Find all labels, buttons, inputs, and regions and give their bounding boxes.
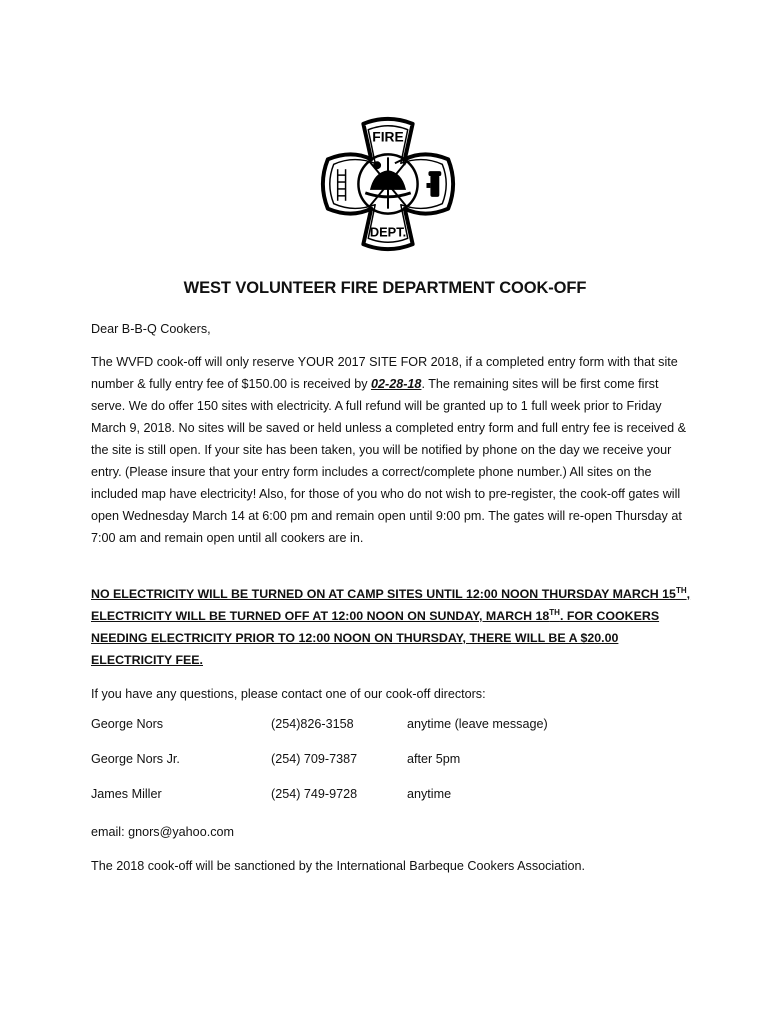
deadline-date: 02-28-18 xyxy=(371,377,422,391)
contact-name: James Miller xyxy=(91,787,162,801)
contact-email: email: gnors@yahoo.com xyxy=(91,825,234,839)
hydrant-icon xyxy=(426,171,441,197)
contact-note: anytime (leave message) xyxy=(407,717,548,731)
ladder-icon xyxy=(338,169,346,201)
contact-phone: (254) 749-9728 xyxy=(271,787,358,801)
questions-text: If you have any questions, please contact one of our cook-off directors: xyxy=(91,687,486,701)
greeting: Dear B-B-Q Cookers, xyxy=(91,322,211,336)
notice-part1: NO ELECTRICITY WILL BE TURNED ON AT CAMP SITES UNTIL 12:00 NOON THURSDAY MARCH 15 xyxy=(91,587,676,601)
letter-title: WEST VOLUNTEER FIRE DEPARTMENT COOK-OFF xyxy=(183,279,587,297)
contact-note: after 5pm xyxy=(407,752,461,766)
contact-note: anytime xyxy=(407,787,452,801)
fire-department-maltese-cross-logo xyxy=(314,110,462,258)
notice-sup1: TH xyxy=(675,585,687,595)
electricity-notice xyxy=(91,583,691,671)
contact-phone: (254) 709-7387 xyxy=(271,752,358,766)
contact-phone: (254)826-3158 xyxy=(271,717,354,731)
notice-sup2: TH xyxy=(549,607,560,617)
body-text-part2: . The remaining sites will be first come first serve. We do offer 150 sites with electricity. A full refund will be granted up to 1 full week prior to Friday March 9, 2018. No sites will be saved or held unless a completed entry form and full entry fee is received & the site is still open. If your site has been taken, you will be notified by phone on the day we receive your entry. (Please insure that your entry form includes a correct/complete phone number.) All sites on the included map have electricity! Also, for those of you who do not wish to pre-register, the cook-off gates will open Wednesday March 14 at 6:00 pm and remain open until 9:00 pm. The gates will re-open Thursday at 7:00 am and remain open until all cookers are in. xyxy=(91,377,686,545)
body-paragraph xyxy=(91,351,691,549)
contact-name: George Nors Jr. xyxy=(91,752,180,766)
logo-fire-text: FIRE xyxy=(372,128,404,145)
logo-dept-text: DEPT. xyxy=(369,224,407,240)
body-text-part1: The WVFD cook-off will only reserve YOUR 2017 SITE FOR 2018, if a completed entry form with that site number & fully entry fee of $150.00 is received by xyxy=(91,355,678,391)
sanction-statement: The 2018 cook-off will be sanctioned by the International Barbeque Cookers Association. xyxy=(91,859,586,873)
contact-name: George Nors xyxy=(91,717,164,731)
helmet-and-tools-icon xyxy=(365,157,410,208)
notice-part2: , ELECTRICITY WILL BE TURNED OFF AT 12:00 NOON ON SUNDAY, MARCH 18 xyxy=(91,587,691,623)
notice-part3: . FOR COOKERS NEEDING ELECTRICITY PRIOR TO 12:00 NOON ON THURSDAY, THERE WILL BE A $20.00 ELECTRICITY FEE. xyxy=(91,609,660,667)
